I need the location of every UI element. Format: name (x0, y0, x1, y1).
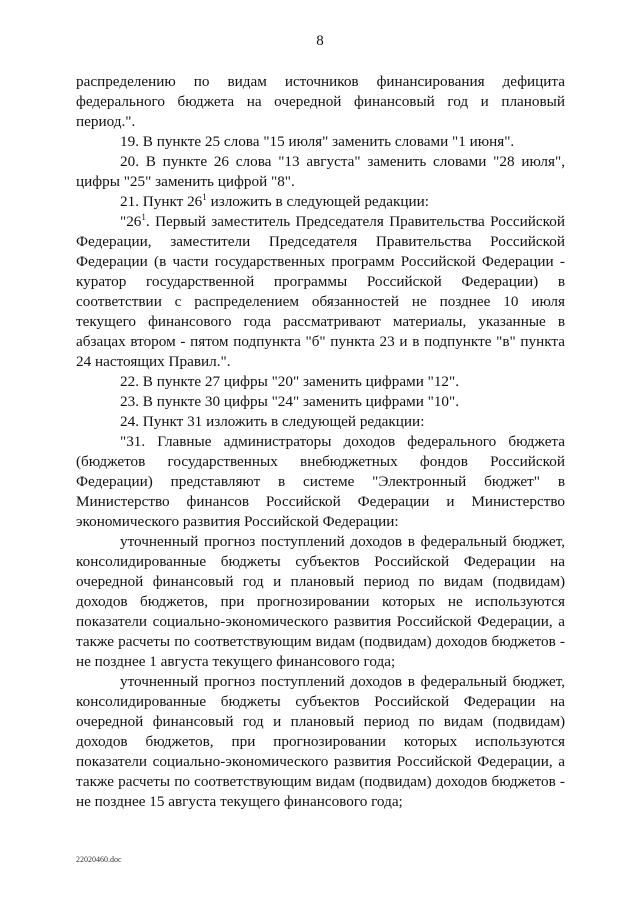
paragraph-item-19: 19. В пункте 25 слова "15 июля" заменить словами "1 июня". (120, 133, 515, 150)
page-number: 8 (316, 33, 324, 49)
paragraph-item-20: 20. В пункте 26 слова "13 августа" заменить словами "28 июля", цифры "25" заменить цифрой "8". (76, 153, 565, 190)
paragraph-point-31: "31. Главные администраторы доходов федерального бюджета (бюджетов государственных внебюджетных фондов Российской Федерации) представляют в системе "Электронный бюджет" в Министерство финансов Российской Федерации и Министерство экономического развития Российской Федерации: (76, 433, 565, 530)
paragraph-item-23: 23. В пункте 30 цифры "24" заменить цифрами "10". (120, 393, 460, 410)
item-21-superscript: 1 (202, 191, 207, 202)
point-26-1-superscript: 1 (141, 211, 146, 222)
point-26-1-text-start: "26 (120, 213, 142, 230)
paragraph-forecast-2: уточненный прогноз поступлений доходов в федеральный бюджет, консолидированные бюджеты субъектов Российской Федерации на очередной финансовый год и плановый период по видам (подвидам) доходов бюджетов, при прогнозировании которых используются показатели социально-экономического развития Российской Федерации, а также расчеты по соответствующим видам (подвидам) доходов бюджетов - не позднее 15 августа текущего финансового года; (76, 673, 565, 810)
paragraph-forecast-1: уточненный прогноз поступлений доходов в федеральный бюджет, консолидированные бюджеты субъектов Российской Федерации на очередной финансовый год и плановый период по видам (подвидам) доходов бюджетов, при прогнозировании которых не используются показатели социально-экономического развития Российской Федерации, а также расчеты по соответствующим видам (подвидам) доходов бюджетов - не позднее 1 августа текущего финансового года; (76, 533, 565, 670)
paragraph-item-21 (76, 192, 565, 212)
paragraph-point-26-1 (76, 212, 565, 372)
footer-file-name: 22020460.doc (76, 855, 122, 864)
paragraph-continuation: распределению по видам источников финансирования дефицита федерального бюджета на очередной финансовый год и плановый период.". (76, 73, 565, 130)
paragraph-item-24: 24. Пункт 31 изложить в следующей редакции: (120, 413, 425, 430)
document-body (76, 72, 565, 812)
paragraph-item-22: 22. В пункте 27 цифры "20" заменить цифрами "12". (120, 373, 460, 390)
point-26-1-text-end: . Первый заместитель Председателя Правительства Российской Федерации, заместители Председателя Правительства Российской Федерации (в части государственных программ Российской Федерации - куратор государственной программы Российской Федерации) в соответствии с распределением обязанностей не позднее 10 июля текущего финансового года рассматривают материалы, указанные в абзацах втором - пятом подпункта "б" пункта 23 и в подпункте "в" пункта 24 настоящих Правил.". (76, 213, 565, 370)
item-21-text-start: 21. Пункт 26 (120, 193, 203, 210)
item-21-text-end: изложить в следующей редакции: (206, 193, 429, 210)
